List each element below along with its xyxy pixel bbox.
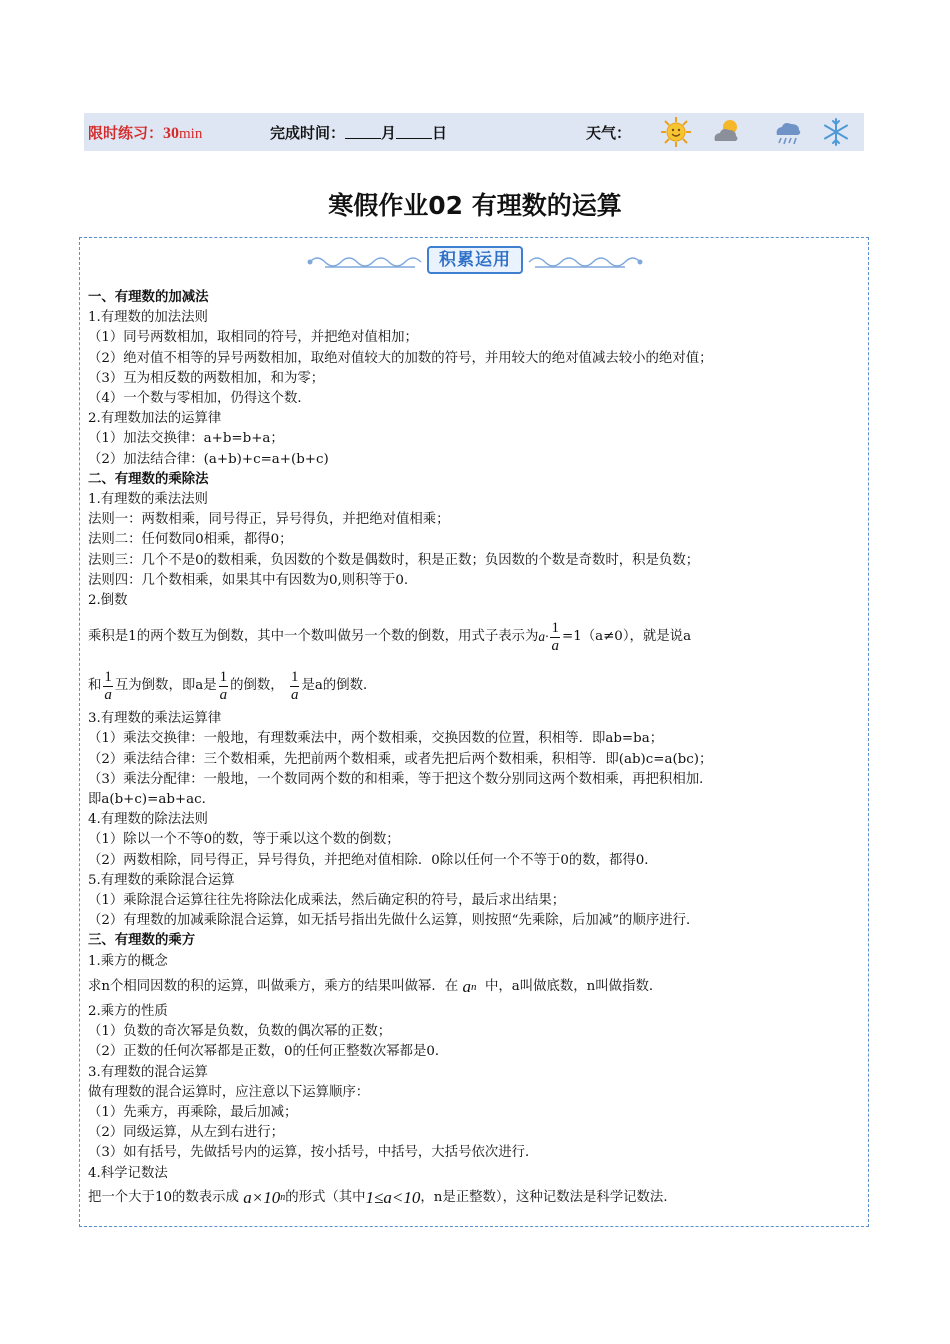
sub-heading: 2.倒数 [88,593,128,609]
rule-line: （1）乘法交换律：一般地，有理数乘法中，两个数相乘，交换因数的位置，积相等．即ab=ba； [88,731,664,747]
day-blank[interactable] [396,124,432,139]
sub-heading: 1.有理数的加法法则 [88,310,208,326]
rule-line: （2）乘法结合律：三个数相乘，先把前两个数相乘，或者先把后两个数相乘，积相等．即(ab)c=a(bc)； [88,751,713,767]
power-line: 求n个相同因数的积的运算，叫做乘方，乘方的结果叫做幂．在 a n 中，a叫做底数，n叫做指数． [88,976,663,996]
fraction: $\frac{1}{a}$ [219,668,228,703]
rule-line: 法则四：几个数相乘，如果其中有因数为0,则积等于0. [88,572,409,588]
month-blank[interactable] [345,124,381,139]
rule-line: 做有理数的混合运算时，应注意以下运算顺序： [88,1084,370,1100]
banner-label: 积累运用 [427,246,523,274]
rule-line: （1）除以一个不等0的数，等于乘以这个数的倒数； [88,832,400,848]
sub-heading: 2.有理数加法的运算律 [88,411,222,427]
rule-line: （2）绝对值不相等的异号两数相加，取绝对值较大的加数的符号，并用较大的绝对值减去较小的绝对值； [88,350,713,366]
rule-line: （1）乘除混合运算往往先将除法化成乘法，然后确定积的符号，最后求出结果； [88,893,566,909]
rule-line: （4）一个数与零相加，仍得这个数． [88,391,311,407]
completion-time: 完成时间： 月 日 [270,123,448,142]
sub-heading: 4.有理数的除法法则 [88,812,208,828]
sun-icon[interactable] [660,116,692,148]
rule-line: （1）加法交换律：a+b=b+a； [88,431,284,447]
rule-line: （3）互为相反数的两数相加，和为零； [88,370,325,386]
reciprocal-line-2: 和 $\frac{1}{a}$ 互为倒数，即a是 $\frac{1}{a}$ 的倒数， $\frac{1}{a}$ 是a的倒数． [88,668,377,703]
rule-line: （2）同级运算，从左到右进行； [88,1125,284,1141]
sub-heading: 2.乘方的性质 [88,1003,168,1019]
fraction: $\frac{1}{a}$ [551,619,559,654]
rule-line: （3）乘法分配律：一般地，一个数同两个数的和相乘，等于把这个数分别同这两个数相乘，再把积相加． [88,771,713,787]
sci-notation-line: 把一个大于10的数表示成 a×10 n 的形式（其中 1≤a<10 ，n是正整数），这种记数法是科学记数法． [88,1187,677,1207]
page-title: 寒假作业02 有理数的运算 [328,191,622,220]
fraction: $\frac{1}{a}$ [290,668,299,703]
snowflake-icon[interactable] [820,116,852,148]
sub-heading: 3.有理数的乘法运算律 [88,711,222,727]
rule-line: 法则二：任何数同0相乘，都得0； [88,532,293,548]
sub-heading: 5.有理数的乘除混合运算 [88,872,235,888]
weather-label: 天气： [586,123,632,142]
sub-heading: 4.科学记数法 [88,1165,168,1181]
rule-line: （1）同号两数相加，取相同的符号，并把绝对值相加； [88,330,418,346]
partly-cloudy-icon[interactable] [710,116,742,148]
rule-line: 法则一：两数相乘，同号得正，异号得负，并把绝对值相乘； [88,512,450,528]
section-heading: 二、有理数的乘除法 [88,471,209,487]
rule-line: （2）两数相除，同号得正，异号得负，并把绝对值相除．0除以任何一个不等于0的数，都得0． [88,852,658,868]
rule-line: （2）正数的任何次幂都是正数，0的任何正整数次幂都是0． [88,1044,449,1060]
rain-cloud-icon[interactable] [772,116,804,148]
rule-line: （3）如有括号，先做括号内的运算，按小括号，中括号，大括号依次进行． [88,1145,539,1161]
header-bar [84,113,864,151]
rule-line: （1）先乘方，再乘除，最后加减； [88,1104,298,1120]
sub-heading: 3.有理数的混合运算 [88,1064,208,1080]
section-heading: 三、有理数的乘方 [88,933,196,949]
sub-heading: 1.乘方的概念 [88,953,168,969]
rule-line: （2）有理数的加减乘除混合运算，如无括号指出先做什么运算，则按照“先乘除，后加减”的顺序进行． [88,913,700,929]
rule-line: （1）负数的奇次幂是负数，负数的偶次幂的正数； [88,1024,392,1040]
sub-heading: 1.有理数的乘法法则 [88,492,208,508]
rule-line: 即a(b+c)=ab+ac． [88,792,215,808]
content [88,288,860,1212]
section-heading: 一、有理数的加减法 [88,290,209,305]
fraction: $\frac{1}{a}$ [104,668,112,703]
rule-line: 法则三：几个不是0的数相乘，负因数的个数是偶数时，积是正数；负因数的个数是奇数时，积是负数； [88,552,700,568]
timed-practice: 限时练习：30min [88,123,203,142]
reciprocal-line-1: 乘积是1的两个数互为倒数，其中一个数叫做另一个数的倒数，用式子表示为 a· $\frac{1}{a}$ =1（a≠0），就是说a [88,619,692,654]
rule-line: （2）加法结合律：(a+b)+c=a+(b+c) [88,451,329,467]
